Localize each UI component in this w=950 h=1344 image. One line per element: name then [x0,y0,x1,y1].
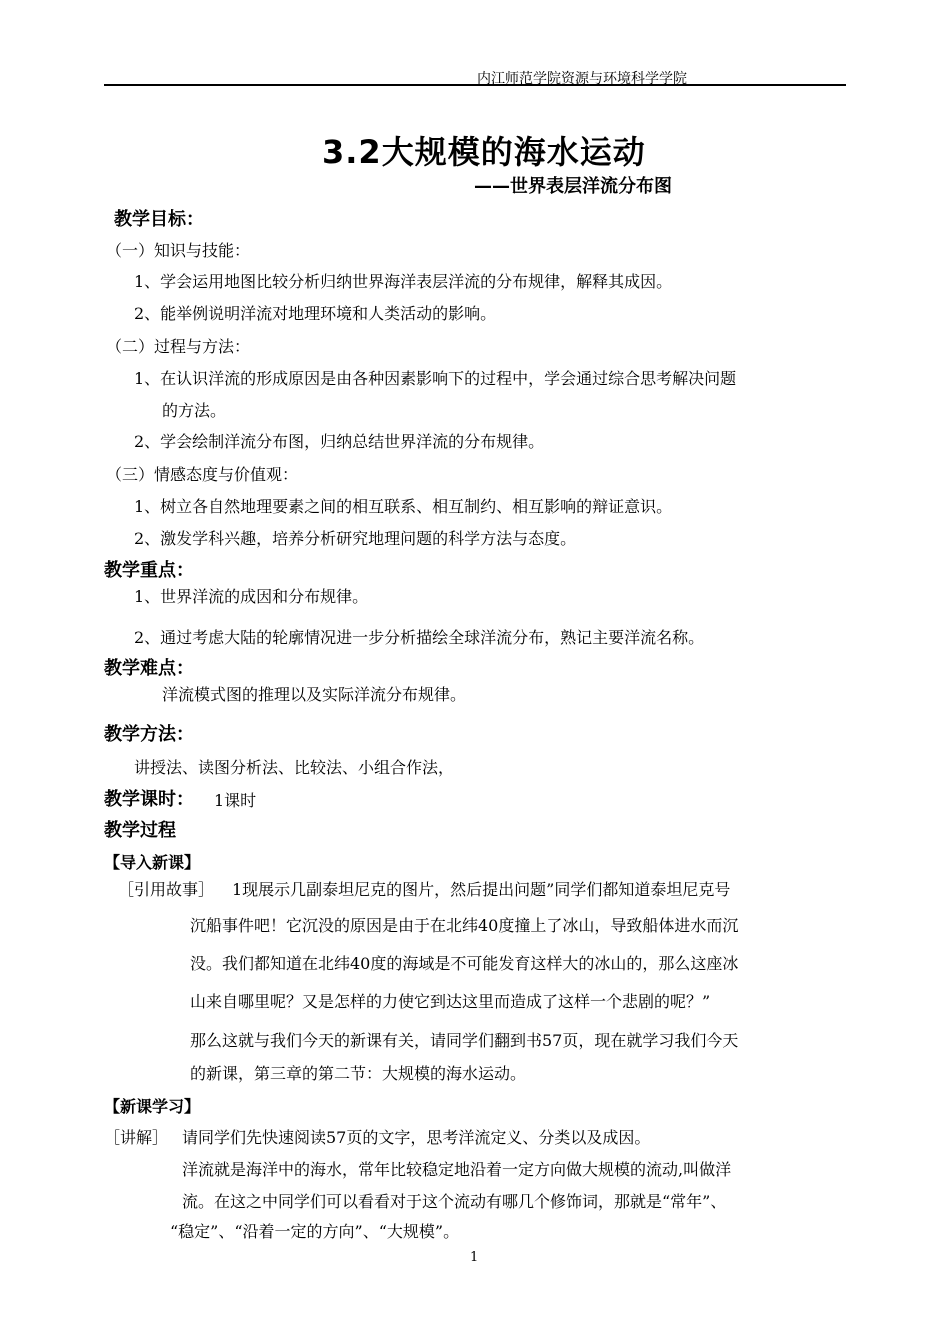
hours-value: 1课时 [214,791,257,810]
key-point-1: 1、世界洋流的成因和分布规律。 [134,587,369,606]
objectives-heading: 教学目标： [114,209,204,230]
attitude-item-2: 2、激发学科兴趣，培养分析研究地理问题的科学方法与态度。 [134,529,577,548]
process-item-1-line-1: 1、在认识洋流的形成原因是由各种因素影响下的过程中，学会通过综合思考解决问题 [134,369,737,388]
methods-heading: 教学方法： [104,724,194,745]
difficulties-heading: 教学难点： [104,658,194,679]
attitude-label: （三）情感态度与价值观： [106,465,299,484]
intro-line-3: 没。我们都知道在北纬40度的海域是不可能发育这样大的冰山的，那么这座冰 [190,954,739,973]
knowledge-item-2: 2、能举例说明洋流对地理环境和人类活动的影响。 [134,304,497,323]
attitude-item-1: 1、树立各自然地理要素之间的相互联系、相互制约、相互影响的辩证意识。 [134,497,673,516]
new-lesson-line-2: 洋流就是海洋中的海水，常年比较稳定地沿着一定方向做大规模的流动,叫做洋 [182,1160,732,1179]
new-lesson-line-1: 请同学们先快速阅读57页的文字，思考洋流定义、分类以及成因。 [182,1128,651,1147]
page-subtitle: ——世界表层洋流分布图 [474,176,672,197]
knowledge-label: （一）知识与技能： [106,241,251,260]
intro-tag: ［引用故事］ [118,880,215,899]
methods-text: 讲授法、读图分析法、比较法、小组合作法， [134,758,455,777]
intro-line-4: 山来自哪里呢？又是怎样的力使它到达这里而造成了这样一个悲剧的呢？” [190,992,711,1011]
new-lesson-line-4: “稳定”、“沿着一定的方向”、“大规模”。 [170,1222,460,1241]
new-lesson-tag: ［讲解］ [104,1128,169,1147]
process-heading: 教学过程 [104,820,176,841]
key-point-2: 2、通过考虑大陆的轮廓情况进一步分析描绘全球洋流分布，熟记主要洋流名称。 [134,628,705,647]
intro-line-6: 的新课，第三章的第二节：大规模的海水运动。 [190,1064,527,1083]
header-rule [104,84,846,86]
intro-line-2: 沉船事件吧！它沉没的原因是由于在北纬40度撞上了冰山，导致船体进水而沉 [190,916,739,935]
intro-bracket: 【导入新课】 [104,853,201,872]
header-institution: 内江师范学院资源与环境科学学院 [477,71,687,87]
intro-line-5: 那么这就与我们今天的新课有关，请同学们翻到书57页，现在就学习我们今天 [190,1031,739,1050]
intro-line-1: 1现展示几副泰坦尼克的图片，然后提出问题”同学们都知道泰坦尼克号 [232,880,731,899]
hours-heading: 教学课时： [104,789,194,810]
knowledge-item-1: 1、学会运用地图比较分析归纳世界海洋表层洋流的分布规律，解释其成因。 [134,272,673,291]
process-item-1-line-2: 的方法。 [162,401,227,420]
key-points-heading: 教学重点： [104,560,194,581]
process-label: （二）过程与方法： [106,337,251,356]
page-number: 1 [470,1250,479,1265]
difficulties-text: 洋流模式图的推理以及实际洋流分布规律。 [162,685,467,704]
process-item-2: 2、学会绘制洋流分布图，归纳总结世界洋流的分布规律。 [134,432,545,451]
new-lesson-bracket: 【新课学习】 [104,1097,201,1116]
page-title: 3.2大规模的海水运动 [322,133,646,171]
new-lesson-line-3: 流。在这之中同学们可以看看对于这个流动有哪几个修饰词，那就是“常年”、 [182,1192,727,1211]
